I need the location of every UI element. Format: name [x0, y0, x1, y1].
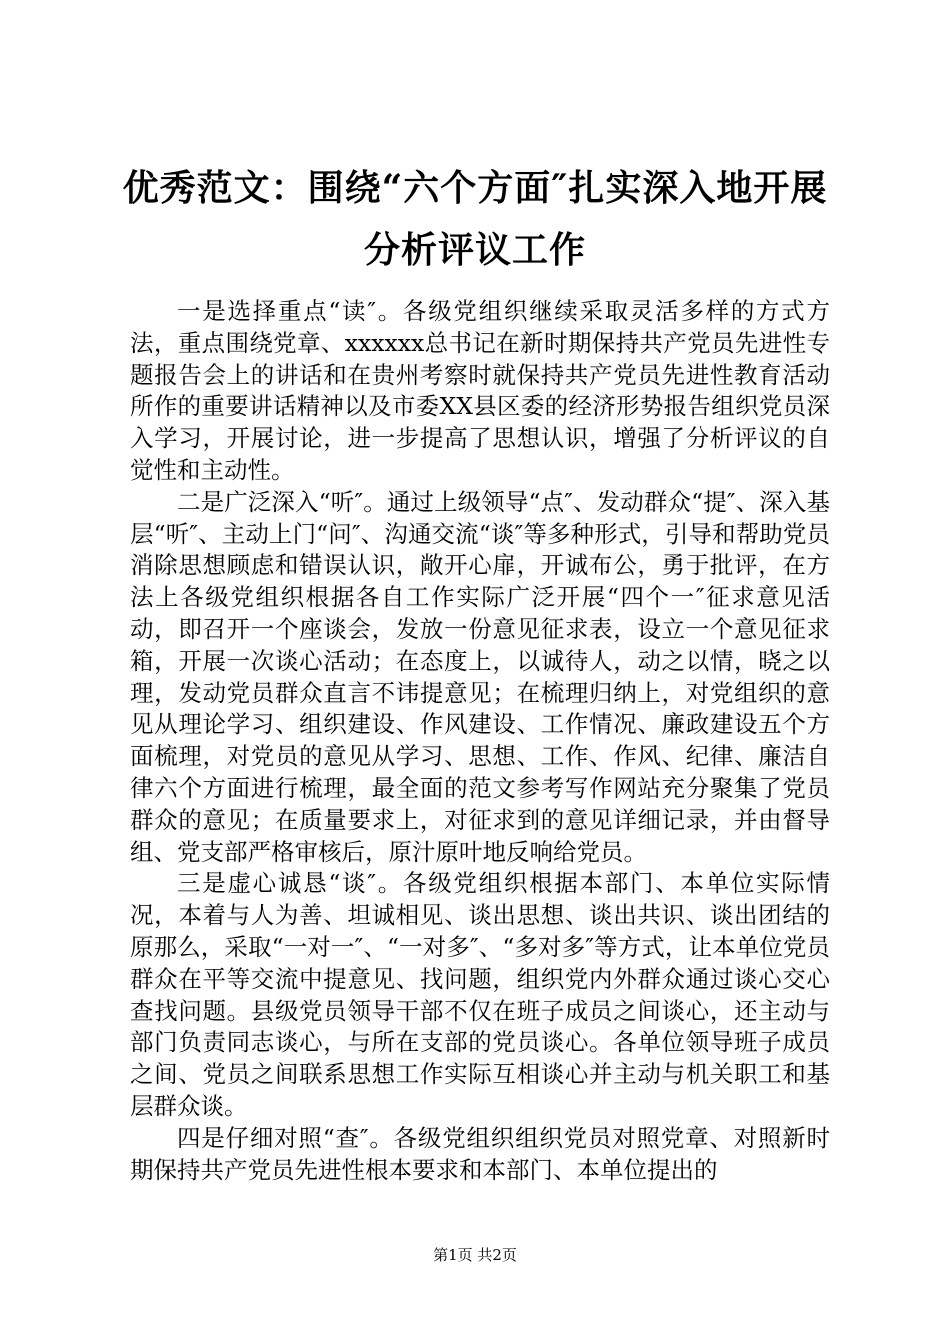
paragraph-check: 四是仔细对照“查″。各级党组织组织党员对照党章、对照新时期保持共产党员先进性根本要求和本部门、本单位提出的 [130, 1123, 830, 1184]
paragraph-listen: 二是广泛深入“听″。通过上级领导“点″、发动群众“提″、深入基层“听″、主动上门“问″、沟通交流“谈″等多种形式，引导和帮助党员消除思想顾虑和错误认识，敞开心扉，开诚布公，勇于批评，在方法上各级党组织根据各自工作实际广泛开展“四个一″征求意见活动，即召开一个座谈会，发放一份意见征求表，设立一个意见征求箱，开展一次谈心活动；在态度上，以诚待人，动之以情，晓之以理，发动党员群众直言不讳提意见；在梳理归纳上，对党组织的意见从理论学习、组织建设、作风建设、工作情况、廉政建设五个方面梳理，对党员的意见从学习、思想、工作、作风、纪律、廉洁自律六个方面进行梳理，最全面的范文参考写作网站充分聚集了党员群众的意见；在质量要求上，对征求到的意见详细记录，并由督导组、党支部严格审核后，原汁原叶地反响给党员。 [130, 487, 830, 866]
page-number-footer: 第1页 共2页 [433, 1246, 517, 1264]
document-body [130, 296, 830, 1186]
document-title-line-2: 分析评议工作 [363, 229, 586, 271]
document-title-line-1: 优秀范文：围绕“六个方面″扎实深入地开展 [122, 167, 828, 209]
paragraph-talk: 三是虚心诚恳“谈″。各级党组织根据本部门、本单位实际情况，本着与人为善、坦诚相见、谈出思想、谈出共识、谈出团结的原那么，采取“一对一″、“一对多″、“多对多″等方式，让本单位党员群众在平等交流中提意见、找问题，组织党内外群众通过谈心交心查找问题。县级党员领导干部不仅在班子成员之间谈心，还主动与部门负责同志谈心，与所在支部的党员谈心。各单位领导班子成员之间、党员之间联系思想工作实际互相谈心并主动与机关职工和基层群众谈。 [130, 869, 830, 1120]
paragraph-read: 一是选择重点“读″。各级党组织继续采取灵活多样的方式方法，重点围绕党章、xxxxxx总书记在新时期保持共产党员先进性专题报告会上的讲话和在贵州考察时就保持共产党员先进性教育活动所作的重要讲话精神以及市委XX县区委的经济形势报告组织党员深入学习，开展讨论，进一步提高了思想认识，增强了分析评议的自觉性和主动性。 [130, 297, 830, 484]
